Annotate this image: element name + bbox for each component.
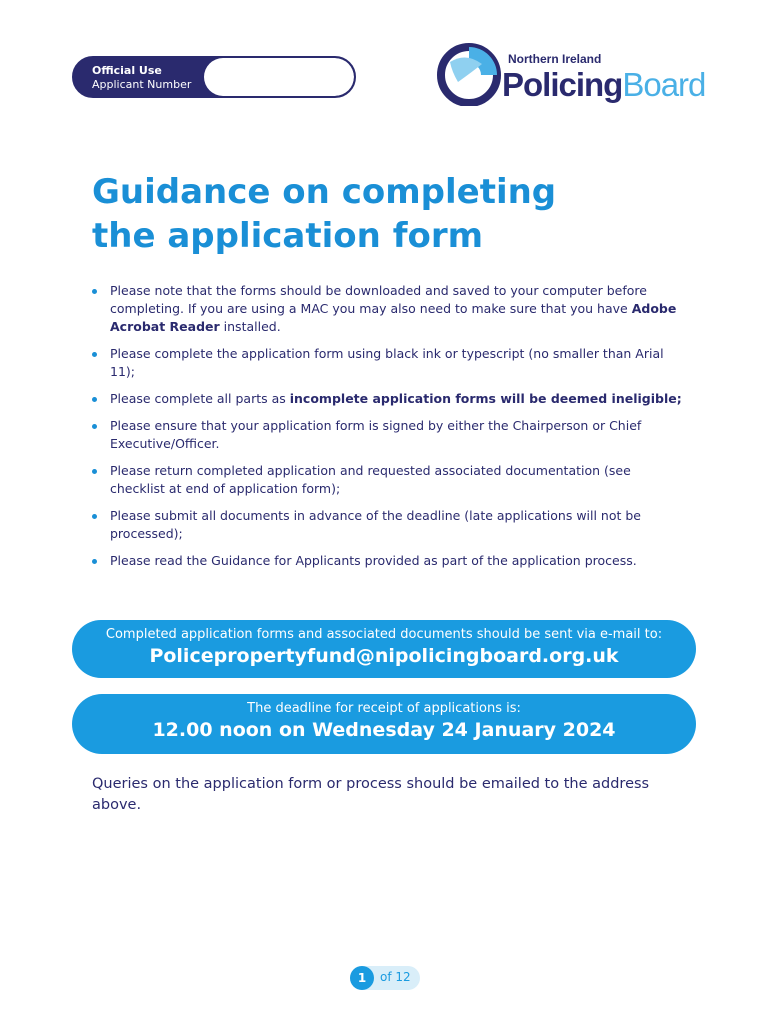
guidance-text: Please submit all documents in advance of the deadline (late applications will not be processed); [110,508,641,541]
guidance-item [92,417,682,453]
current-page-number: 1 [350,966,374,990]
email-intro: Completed application forms and associated documents should be sent via e-mail to: [105,627,663,642]
official-use-box [72,56,356,98]
logo-word-policing: Policing [502,66,623,103]
page-title [92,170,692,258]
guidance-emphasis: incomplete application forms will be deemed ineligible; [289,391,682,406]
guidance-text: Please ensure that your application form is signed by either the Chairperson or Chief Executive/Officer. [110,418,642,451]
logo-word-board: Board [622,66,706,103]
applicant-number-label: Applicant Number [92,78,192,91]
bullet-icon [92,469,97,474]
logo-region-text: Northern Ireland [508,52,602,66]
page-title-line1: Guidance on completing [92,172,557,212]
deadline-intro: The deadline for receipt of applications is: [247,701,521,716]
page-title-line2: the application form [92,216,484,256]
bullet-icon [92,424,97,429]
policing-board-logo-icon [436,42,502,106]
guidance-text: Please read the Guidance for Applicants provided as part of the application process. [110,553,637,568]
email-info-box [72,620,696,678]
applicant-number-field[interactable] [204,58,354,96]
bullet-icon [92,397,97,402]
guidance-item [92,282,682,336]
official-use-heading: Official Use [92,64,162,77]
guidance-text: Please complete all parts as [110,391,290,406]
bullet-icon [92,352,97,357]
total-pages-label: of 12 [380,970,411,984]
bullet-icon [92,514,97,519]
guidance-item [92,507,682,543]
guidance-item [92,552,682,570]
guidance-text: Please return completed application and requested associated documentation (see checklist at end of application form); [110,463,631,496]
guidance-emphasis: Adobe Acrobat Reader [110,301,677,334]
guidance-list [92,282,682,579]
bullet-icon [92,289,97,294]
guidance-text: Please complete the application form using black ink or typescript (no smaller than Arial 11); [110,346,664,379]
deadline-info-box [72,694,696,754]
guidance-text: installed. [219,319,281,334]
guidance-item [92,390,682,408]
guidance-item [92,345,682,381]
official-use-label [92,64,191,92]
logo-wordmark [502,66,705,104]
email-address-link[interactable]: Policepropertyfund@nipolicingboard.org.uk [149,645,619,667]
page-indicator [350,966,420,990]
bullet-icon [92,559,97,564]
policing-board-logo [436,42,726,106]
queries-note: Queries on the application form or process should be emailed to the address above. [92,776,650,813]
deadline-date: 12.00 noon on Wednesday 24 January 2024 [152,719,616,741]
guidance-item [92,462,682,498]
guidance-text: Please note that the forms should be downloaded and saved to your computer before completing. If you are using a MAC you may also need to make sure that you have [110,283,647,316]
